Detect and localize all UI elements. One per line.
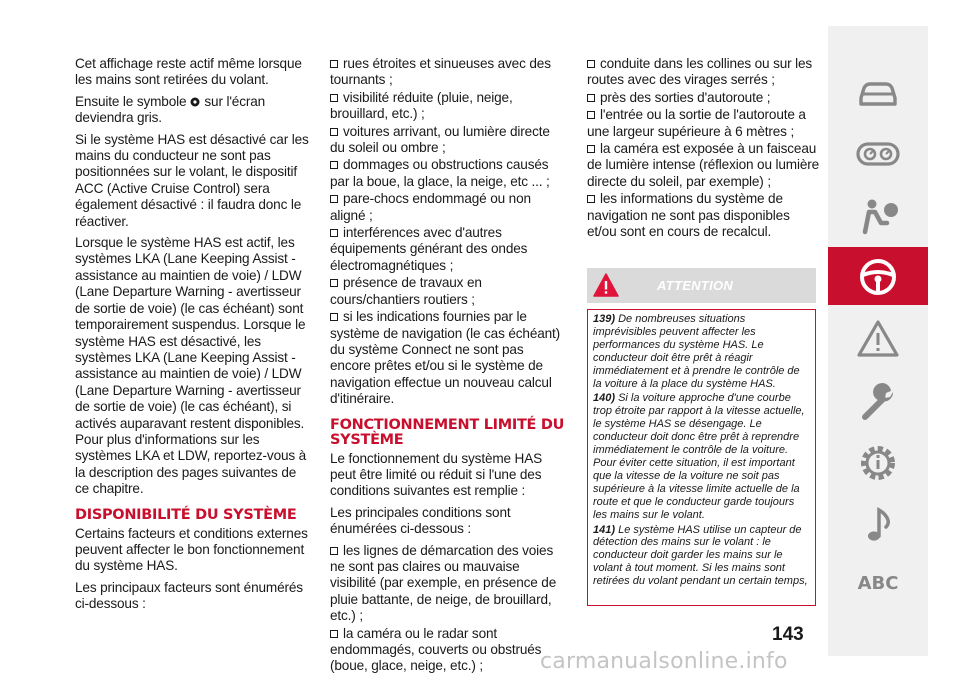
list-item-text: rues étroites et sinueuses avec des tournants ; <box>330 56 551 88</box>
chapter-sidebar <box>828 26 928 656</box>
checkbox-bullet-icon <box>587 60 595 68</box>
paragraph: Le fonctionnement du système HAS peut être limité ou réduit si l'une des conditions suivantes est remplie : <box>330 450 543 499</box>
dashboard-icon <box>855 134 901 174</box>
sidebar-item-index[interactable] <box>828 557 928 615</box>
music-note-icon <box>855 505 901 545</box>
list-item-text: conduite dans les collines ou sur les routes avec des virages serrés ; <box>587 56 813 88</box>
attention-header <box>587 268 816 303</box>
sidebar-item-airbag[interactable] <box>828 186 928 244</box>
column-2 <box>330 56 566 676</box>
checkbox-bullet-icon <box>330 128 338 136</box>
list-item <box>330 626 566 675</box>
list-item-text: les lignes de démarcation des voies ne sont pas claires ou mauvaise visibilité (par exemple, en présence de pluie battante, de neige, de brouillard, etc.) ; <box>330 542 557 624</box>
list-item <box>330 90 566 123</box>
list-item-text: les informations du système de navigation ne sont pas disponibles et/ou sont en cours de recalcul. <box>587 191 790 240</box>
list-item <box>587 90 820 106</box>
list-item <box>330 225 566 274</box>
list-item-text: pare-chocs endommagé ou non aligné ; <box>330 191 531 223</box>
section-heading: DISPONIBILITÉ DU SYSTÈME <box>75 506 297 523</box>
paragraph: Si le système HAS est désactivé car les mains du conducteur ne sont pas positionnées sur le volant, le dispositif ACC (Active Cruise Control) sera également désactivé : il faudra donc le réactiver. <box>75 131 309 229</box>
list-item-text: la caméra ou le radar sont endommagés, couverts ou obstrués (boue, glace, neige, etc.) ; <box>330 625 542 674</box>
list-item <box>330 56 566 89</box>
list-item-text: visibilité réduite (pluie, neige, brouillard, etc.) ; <box>330 89 513 122</box>
checkbox-bullet-icon <box>330 279 338 287</box>
checkbox-bullet-icon <box>330 229 338 237</box>
note-text: De nombreuses situations imprévisibles peuvent affecter les performances du système HAS. Le conducteur doit être prêt à réagir immédiatement et à prendre le contrôle de la voiture à la place du système HAS. <box>593 313 800 390</box>
sidebar-item-steering[interactable] <box>828 247 928 305</box>
paragraph: Lorsque le système HAS est actif, les systèmes LKA (Lane Keeping Assist - assistance au maintien de voie) / LDW (Lane Departure Warning - avertisseur de sortie de voie) (le cas échéant) sont temporairement suspendus. Lorsque le système HAS est désactivé, les systèmes LKA (Lane Keeping Assist - assistance au maintien de voie) / LDW (Lane Departure Warning - avertisseur de sortie de voie) (le cas échéant), si activés auparavant restent disponibles. Pour plus d'informations sur les systèmes LKA et LDW, reportez-vous à la description des pages suivantes de ce chapitre. <box>75 235 307 497</box>
sidebar-item-multimedia[interactable] <box>828 495 928 553</box>
checkbox-bullet-icon <box>330 94 338 102</box>
list-item <box>587 107 820 140</box>
page-number: 143 <box>772 624 804 645</box>
checkbox-bullet-icon <box>330 60 338 68</box>
checkbox-bullet-icon <box>330 195 338 203</box>
gear-info-icon <box>855 443 901 483</box>
paragraph-symbol <box>75 94 311 127</box>
checkbox-bullet-icon <box>587 111 595 119</box>
list-item-text: près des sorties d'autoroute ; <box>600 89 771 105</box>
sidebar-item-warning[interactable] <box>828 309 928 367</box>
column-1 <box>75 56 311 618</box>
abc-icon: ABC <box>857 573 899 594</box>
list-item <box>330 157 566 190</box>
sidebar-item-maintenance[interactable] <box>828 371 928 429</box>
list-item <box>587 56 820 89</box>
list-item-text: voitures arrivant, ou lumière directe du soleil ou ombre ; <box>330 123 550 156</box>
steering-symbol-icon <box>190 97 200 107</box>
paragraph: Les principaux facteurs sont énumérés ci-dessous : <box>75 579 303 612</box>
attention-note <box>593 392 810 521</box>
sidebar-item-car[interactable] <box>828 62 928 120</box>
watermark: carmanualsonline.info <box>540 649 788 674</box>
checkbox-bullet-icon <box>587 195 595 203</box>
list-item-text: dommages ou obstructions causés par la boue, la glace, la neige, etc ... ; <box>330 157 550 189</box>
checkbox-bullet-icon <box>330 313 338 321</box>
attention-title: ATTENTION <box>657 278 734 293</box>
note-number: 139) <box>593 313 616 325</box>
list-item <box>330 191 566 224</box>
list-item <box>330 124 566 157</box>
checkbox-bullet-icon <box>330 547 338 555</box>
list-item-text: la caméra est exposée à un faisceau de lumière intense (réflexion ou lumière directe du soleil, par exemple) ; <box>587 141 820 189</box>
paragraph: Les principales conditions sont énumérées ci-dessous : <box>330 504 511 537</box>
list-item <box>330 309 566 407</box>
wrench-icon <box>855 381 901 421</box>
checkbox-bullet-icon <box>330 630 338 638</box>
list-item <box>587 191 820 240</box>
airbag-icon <box>855 196 901 236</box>
section-heading: FONCTIONNEMENT LIMITÉ DU SYSTÈME <box>330 416 565 448</box>
note-text: Le système HAS utilise un capteur de détection des mains sur le volant : le conducteur doit garder les mains sur le volant à tout moment. Si les mains sont retirées du volant pendant un certain temps, <box>593 523 808 588</box>
warning-triangle-icon <box>593 273 619 297</box>
paragraph: Certains facteurs et conditions externes peuvent affecter le bon fonctionnement du système HAS. <box>75 525 308 574</box>
car-icon <box>855 72 901 112</box>
list-item <box>587 141 820 190</box>
attention-box <box>587 309 816 606</box>
sidebar-item-dashboard[interactable] <box>828 124 928 182</box>
list-item <box>330 275 566 308</box>
list-item <box>330 543 566 625</box>
note-number: 141) <box>593 523 616 536</box>
note-text: Si la voiture approche d'une courbe trop étroite par rapport à la vitesse actuelle, le système HAS se désengage. Le conducteur doit donc être prêt à reprendre immédiatement le contrôle de la voiture. Pour éviter cette situation, il est important que la vitesse de la voiture ne soit pas supérieure à la vitesse limite actuelle de la route et que le conducteur garde toujours les mains sur le volant. <box>593 392 805 521</box>
paragraph-text: Ensuite le symbole <box>75 93 187 109</box>
warning-triangle-icon <box>855 319 901 359</box>
attention-note <box>593 313 810 390</box>
list-item-text: si les indications fournies par le système de navigation (le cas échéant) du système Connect ne sont pas encore prêtes et/ou si le système de navigation effectue un nouveau calcul d'itinéraire. <box>330 309 561 407</box>
note-number: 140) <box>593 392 616 405</box>
column-3 <box>587 56 820 241</box>
checkbox-bullet-icon <box>587 145 595 153</box>
steering-wheel-icon <box>855 257 901 297</box>
checkbox-bullet-icon <box>330 161 338 169</box>
list-item-text: présence de travaux en cours/chantiers routiers ; <box>330 275 482 307</box>
paragraph-text: sur l'écran deviendra gris. <box>75 93 266 126</box>
list-item-text: interférences avec d'autres équipements générant des ondes électromagnétiques ; <box>330 225 528 273</box>
paragraph: Cet affichage reste actif même lorsque les mains sont retirées du volant. <box>75 56 302 88</box>
attention-note <box>593 524 810 589</box>
sidebar-item-specs[interactable] <box>828 433 928 491</box>
checkbox-bullet-icon <box>587 94 595 102</box>
list-item-text: l'entrée ou la sortie de l'autoroute a une largeur supérieure à 6 mètres ; <box>587 107 806 139</box>
